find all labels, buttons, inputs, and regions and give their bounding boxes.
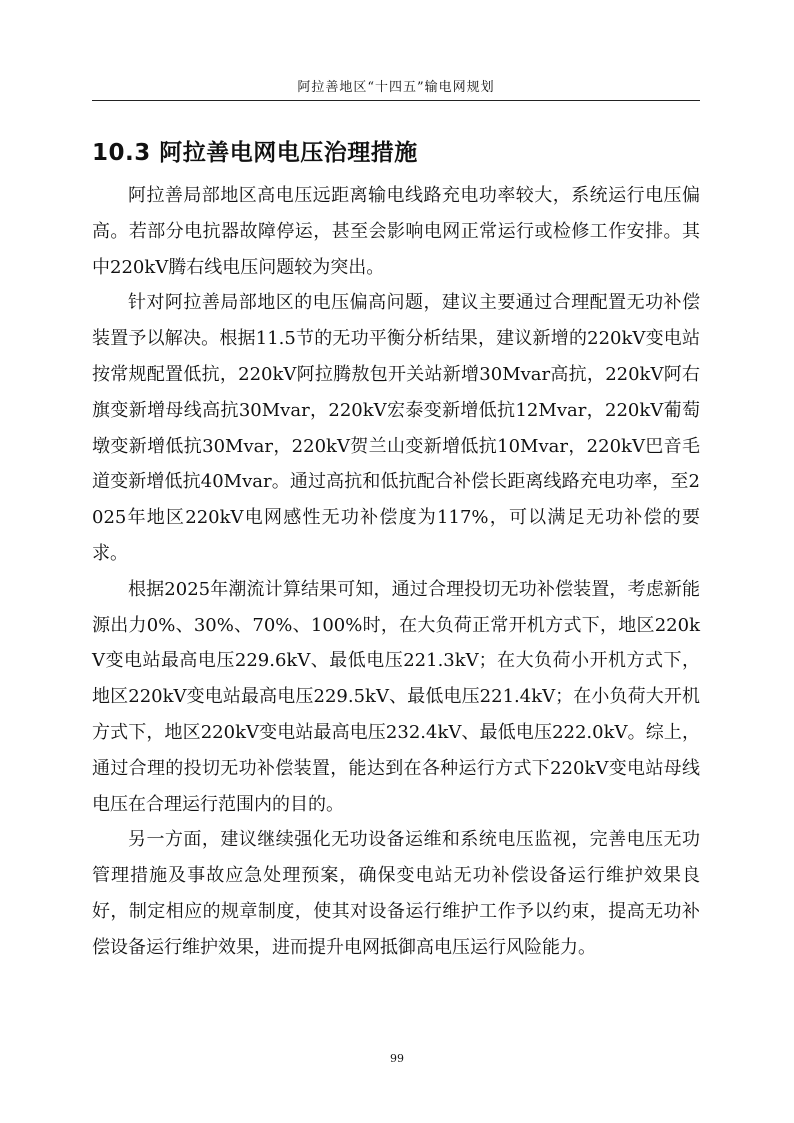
section-title: 10.3 阿拉善电网电压治理措施	[92, 140, 418, 166]
running-header: 阿拉善地区“十四五”输电网规划	[297, 80, 495, 95]
page-number: 99	[390, 1052, 404, 1065]
paragraph: 阿拉善局部地区高电压远距离输电线路充电功率较大，系统运行电压偏高。若部分电抗器故障停运，甚至会影响电网正常运行或检修工作安排。其中220kV腾右线电压问题较为突出。	[92, 185, 700, 278]
body-text	[92, 178, 700, 966]
paragraph: 针对阿拉善局部地区的电压偏高问题，建议主要通过合理配置无功补偿装置予以解决。根据11.5节的无功平衡分析结果，建议新增的220kV变电站按常规配置低抗，220kV阿拉腾敖包开关站新增30Mvar高抗，220kV阿右旗变新增母线高抗30Mvar，220kV宏泰变新增低抗12Mvar，220kV葡萄墩变新增低抗30Mvar，220kV贺兰山变新增低抗10Mvar，220kV巴音毛道变新增低抗40Mvar。通过高抗和低抗配合补偿长距离线路充电功率，至2025年地区220kV电网感性无功补偿度为117%，可以满足无功补偿的要求。	[92, 292, 700, 564]
paragraph: 根据2025年潮流计算结果可知，通过合理投切无功补偿装置，考虑新能源出力0%、30%、70%、100%时，在大负荷正常开机方式下，地区220kV变电站最高电压229.6kV、最低电压221.3kV；在大负荷小开机方式下，地区220kV变电站最高电压229.5kV、最低电压221.4kV；在小负荷大开机方式下，地区220kV变电站最高电压232.4kV、最低电压222.0kV。综上，通过合理的投切无功补偿装置，能达到在各种运行方式下220kV变电站母线电压在合理运行范围内的目的。	[92, 578, 700, 815]
header-divider	[92, 100, 700, 101]
paragraph: 另一方面，建议继续强化无功设备运维和系统电压监视，完善电压无功管理措施及事故应急处理预案，确保变电站无功补偿设备运行维护效果良好，制定相应的规章制度，使其对设备运行维护工作予以约束，提高无功补偿设备运行维护效果，进而提升电网抵御高电压运行风险能力。	[92, 829, 700, 958]
